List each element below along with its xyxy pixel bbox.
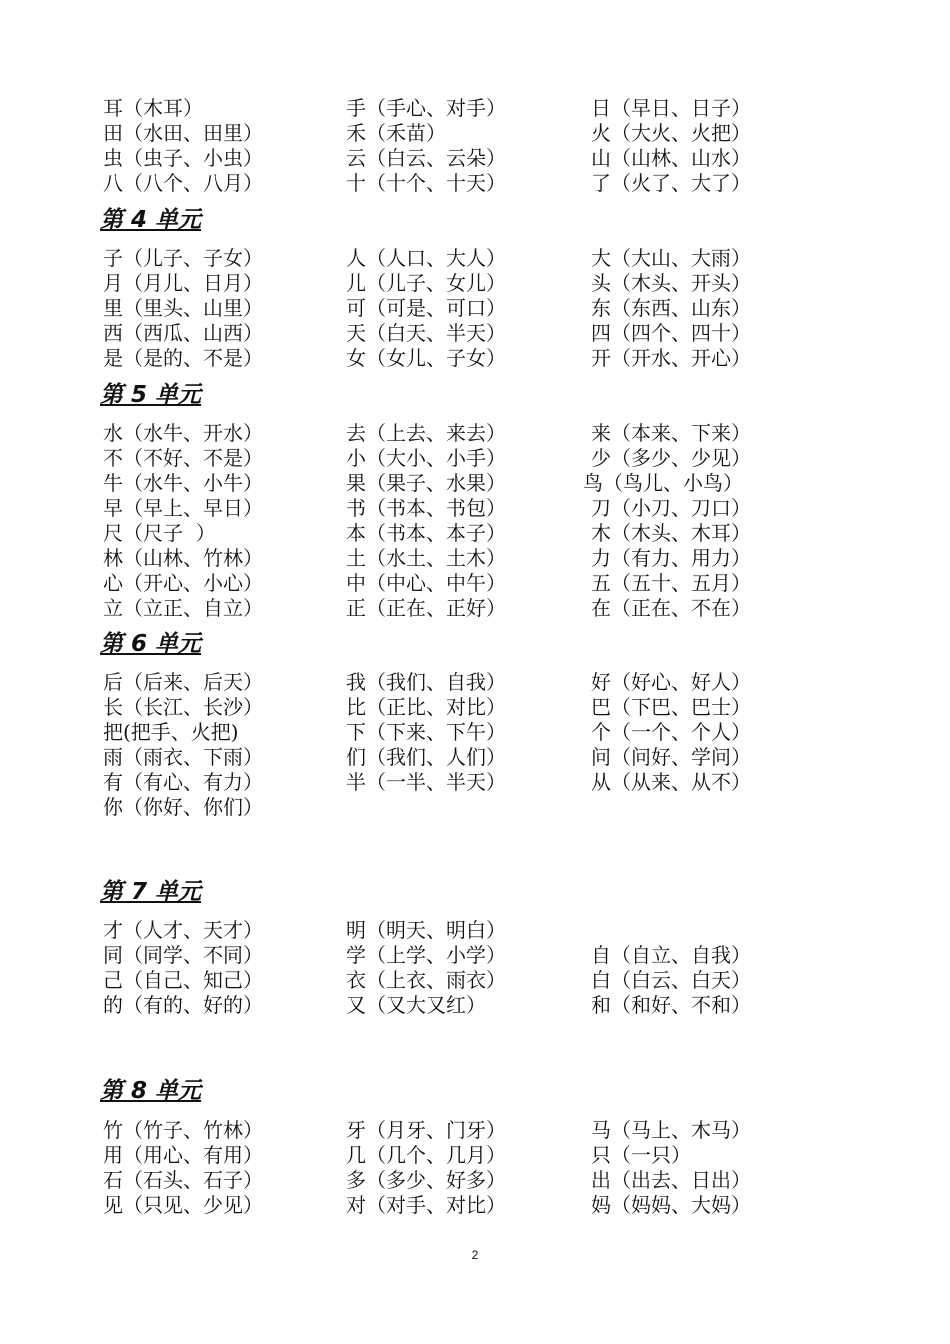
word-entry: 月（月儿、日月） — [103, 271, 263, 295]
word-entry: 正（正在、正好） — [346, 596, 506, 620]
word-entry: 在（正在、不在） — [591, 596, 751, 620]
unit-heading: 第 6 单元 — [100, 631, 202, 657]
word-entry: 出（出去、日出） — [591, 1168, 751, 1192]
word-entry: 巴（下巴、巴士） — [591, 695, 751, 719]
word-entry: 多（多少、好多） — [346, 1168, 506, 1192]
word-entry: 好（好心、好人） — [591, 670, 751, 694]
word-entry: 天（白天、半天） — [346, 321, 506, 345]
word-entry: 不（不好、不是） — [103, 446, 263, 470]
word-entry: 里（里头、山里） — [103, 296, 263, 320]
table-row — [0, 596, 950, 621]
word-entry: 从（从来、从不） — [591, 770, 751, 794]
word-entry: 后（后来、后天） — [103, 670, 263, 694]
word-entry: 四（四个、四十） — [591, 321, 751, 345]
word-entry: 自（自立、自我） — [591, 943, 751, 967]
word-entry: 土（水土、土木） — [346, 546, 506, 570]
word-entry: 对（对手、对比） — [346, 1193, 506, 1217]
unit-heading: 第 5 单元 — [100, 382, 202, 408]
word-entry: 子（儿子、子女） — [103, 246, 263, 270]
table-row — [0, 993, 950, 1018]
table-row — [0, 546, 950, 571]
word-entry: 和（和好、不和） — [591, 993, 751, 1017]
word-entry: 开（开水、开心） — [591, 346, 751, 370]
word-entry: 己（自己、知己） — [103, 968, 263, 992]
word-entry: 有（有心、有力） — [103, 770, 263, 794]
word-entry: 大（大山、大雨） — [591, 246, 751, 270]
word-entry: 竹（竹子、竹林） — [103, 1118, 263, 1142]
table-row — [0, 521, 950, 546]
word-entry: 石（石头、石子） — [103, 1168, 263, 1192]
word-entry: 头（木头、开头） — [591, 271, 751, 295]
word-entry: 马（马上、木马） — [591, 1118, 751, 1142]
word-entry: 了（火了、大了） — [591, 171, 751, 195]
table-row — [0, 1168, 950, 1193]
word-entry: 把(把手、火把) — [103, 720, 239, 744]
word-entry: 虫（虫子、小虫） — [103, 146, 263, 170]
word-entry: 立（立正、自立） — [103, 596, 263, 620]
table-row — [0, 421, 950, 446]
word-entry: 我（我们、自我） — [346, 670, 506, 694]
table-row — [0, 471, 950, 496]
table-row — [0, 346, 950, 371]
word-entry: 耳（木耳） — [103, 96, 203, 120]
word-entry: 牛（水牛、小牛） — [103, 471, 263, 495]
word-entry: 少（多少、少见） — [591, 446, 751, 470]
word-entry: 火（大火、火把） — [591, 121, 751, 145]
word-entry: 只（一只） — [591, 1143, 691, 1167]
word-entry: 比（正比、对比） — [346, 695, 506, 719]
table-row — [0, 171, 950, 196]
word-entry: 白（白云、白天） — [591, 968, 751, 992]
word-entry: 山（山林、山水） — [591, 146, 751, 170]
word-entry: 五（五十、五月） — [591, 571, 751, 595]
word-entry: 木（木头、木耳） — [591, 521, 751, 545]
word-entry: 才（人才、天才） — [103, 918, 263, 942]
word-entry: 下（下来、下午） — [346, 720, 506, 744]
table-row — [0, 795, 950, 820]
table-row — [0, 720, 950, 745]
word-entry: 你（你好、你们） — [103, 795, 263, 819]
word-entry: 牙（月牙、门牙） — [346, 1118, 506, 1142]
table-row — [0, 943, 950, 968]
word-entry: 云（白云、云朵） — [346, 146, 506, 170]
table-row — [0, 1143, 950, 1168]
word-entry: 来（本来、下来） — [591, 421, 751, 445]
table-row — [0, 1118, 950, 1143]
table-row — [0, 745, 950, 770]
word-entry: 中（中心、中午） — [346, 571, 506, 595]
word-entry: 刀（小刀、刀口） — [591, 496, 751, 520]
word-entry: 东（东西、山东） — [591, 296, 751, 320]
word-entry: 本（书本、本子） — [346, 521, 506, 545]
table-row — [0, 121, 950, 146]
word-entry: 见（只见、少见） — [103, 1193, 263, 1217]
word-entry: 书（书本、书包） — [346, 496, 506, 520]
word-entry: 手（手心、对手） — [346, 96, 506, 120]
word-entry: 用（用心、有用） — [103, 1143, 263, 1167]
word-entry: 水（水牛、开水） — [103, 421, 263, 445]
word-entry: 心（开心、小心） — [103, 571, 263, 595]
table-row — [0, 1193, 950, 1218]
word-entry: 去（上去、来去） — [346, 421, 506, 445]
table-row — [0, 446, 950, 471]
table-row — [0, 296, 950, 321]
word-entry: 小（大小、小手） — [346, 446, 506, 470]
word-entry: 是（是的、不是） — [103, 346, 263, 370]
table-row — [0, 271, 950, 296]
word-entry: 雨（雨衣、下雨） — [103, 745, 263, 769]
table-row — [0, 770, 950, 795]
word-entry: 衣（上衣、雨衣） — [346, 968, 506, 992]
table-row — [0, 146, 950, 171]
word-entry: 鸟（鸟儿、小鸟） — [583, 471, 743, 495]
table-row — [0, 918, 950, 943]
table-row — [0, 321, 950, 346]
table-row — [0, 670, 950, 695]
word-entry: 日（早日、日子） — [591, 96, 751, 120]
word-entry: 几（几个、几月） — [346, 1143, 506, 1167]
word-entry: 长（长江、长沙） — [103, 695, 263, 719]
word-entry: 尺（尺子 ） — [103, 521, 216, 545]
word-entry: 禾（禾苗） — [346, 121, 446, 145]
word-entry: 又（又大又红） — [346, 993, 486, 1017]
word-entry: 八（八个、八月） — [103, 171, 263, 195]
word-entry: 个（一个、个人） — [591, 720, 751, 744]
table-row — [0, 968, 950, 993]
table-row — [0, 695, 950, 720]
table-row — [0, 571, 950, 596]
word-entry: 明（明天、明白） — [346, 918, 506, 942]
word-entry: 西（西瓜、山西） — [103, 321, 263, 345]
word-entry: 们（我们、人们） — [346, 745, 506, 769]
word-entry: 半（一半、半天） — [346, 770, 506, 794]
word-entry: 学（上学、小学） — [346, 943, 506, 967]
unit-heading: 第 7 单元 — [100, 879, 202, 905]
table-row — [0, 96, 950, 121]
word-entry: 早（早上、早日） — [103, 496, 263, 520]
unit-heading: 第 4 单元 — [100, 207, 202, 233]
word-entry: 田（水田、田里） — [103, 121, 263, 145]
word-entry: 的（有的、好的） — [103, 993, 263, 1017]
page-number: 2 — [471, 1248, 479, 1262]
word-entry: 力（有力、用力） — [591, 546, 751, 570]
word-entry: 十（十个、十天） — [346, 171, 506, 195]
word-entry: 人（人口、大人） — [346, 246, 506, 270]
table-row — [0, 496, 950, 521]
word-entry: 儿（儿子、女儿） — [346, 271, 506, 295]
word-entry: 妈（妈妈、大妈） — [591, 1193, 751, 1217]
word-entry: 果（果子、水果） — [346, 471, 506, 495]
word-entry: 林（山林、竹林） — [103, 546, 263, 570]
word-entry: 女（女儿、子女） — [346, 346, 506, 370]
unit-heading: 第 8 单元 — [100, 1078, 202, 1104]
word-entry: 可（可是、可口） — [346, 296, 506, 320]
table-row — [0, 246, 950, 271]
word-entry: 问（问好、学问） — [591, 745, 751, 769]
word-entry: 同（同学、不同） — [103, 943, 263, 967]
